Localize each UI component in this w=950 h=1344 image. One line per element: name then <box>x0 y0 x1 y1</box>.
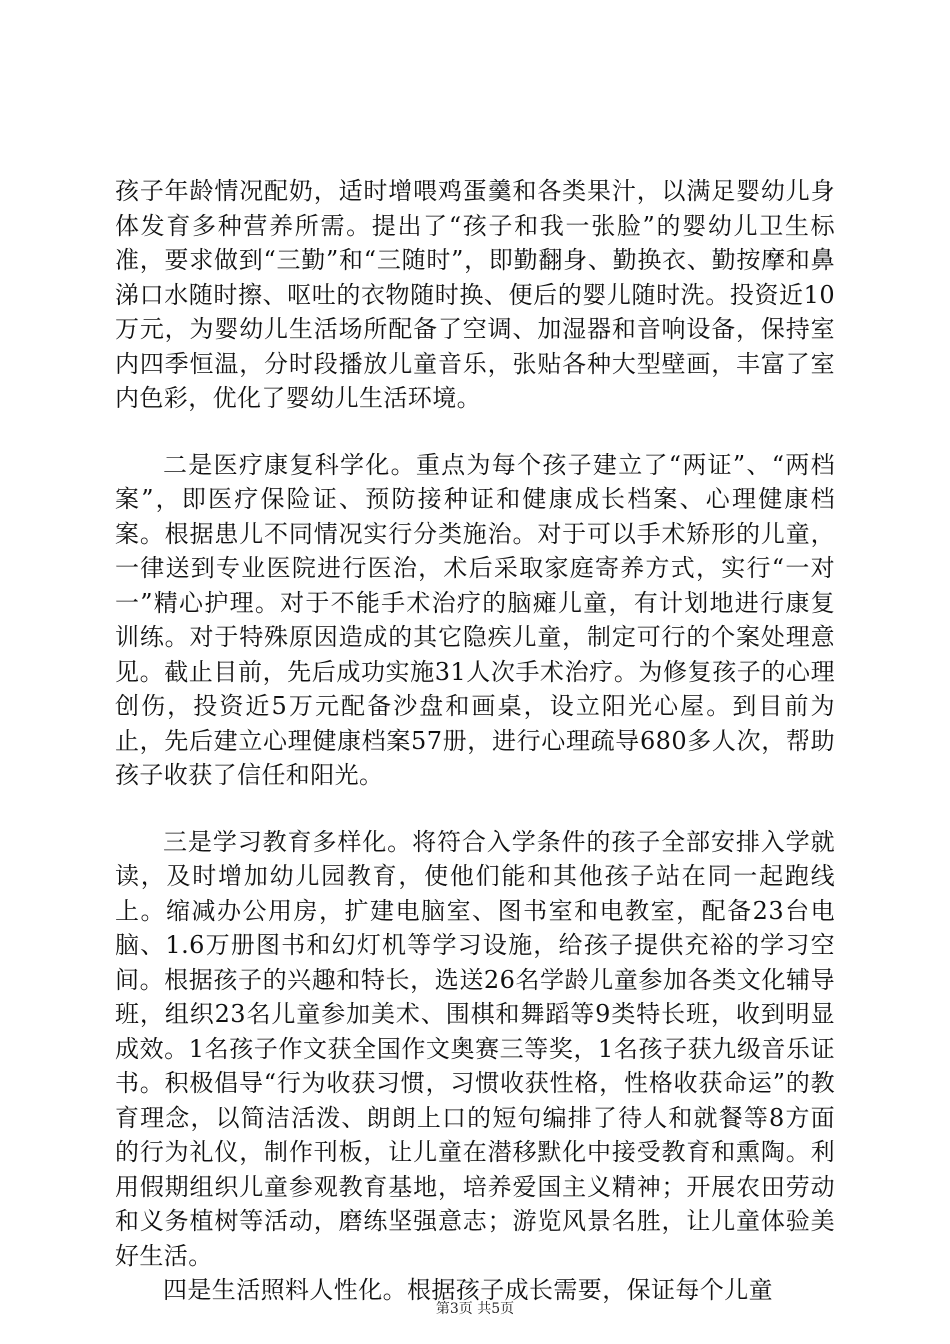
document-body <box>115 174 835 1308</box>
paragraph-medical-rehab: 二是医疗康复科学化。重点为每个孩子建立了“两证”、“两档案”，即医疗保险证、预防接种证和健康成长档案、心理健康档案。根据患儿不同情况实行分类施治。对于可以手术矫形的儿童，一律送到专业医院进行医治，术后采取家庭寄养方式，实行“一对一”精心护理。对于不能手术治疗的脑瘫儿童，有计划地进行康复训练。对于特殊原因造成的其它隐疾儿童，制定可行的个案处理意见。截止目前，先后成功实施31人次手术治疗。为修复孩子的心理创伤，投资近5万元配备沙盘和画桌，设立阳光心屋。到目前为止，先后建立心理健康档案57册，进行心理疏导680多人次，帮助孩子收获了信任和阳光。 <box>115 450 835 789</box>
page-footer: 第3页 共5页 <box>435 1301 515 1317</box>
paragraph-life-care: 四是生活照料人性化。根据孩子成长需要，保证每个儿童 <box>163 1276 773 1304</box>
paragraph-education: 三是学习教育多样化。将符合入学条件的孩子全部安排入学就读，及时增加幼儿园教育，使他们能和其他孩子站在同一起跑线上。缩减办公用房，扩建电脑室、图书室和电教室，配备23台电脑、1.6万册图书和幻灯机等学习设施，给孩子提供充裕的学习空间。根据孩子的兴趣和特长，选送26名学龄儿童参加各类文化辅导班，组织23名儿童参加美术、围棋和舞蹈等9类特长班，收到明显成效。1名孩子作文获全国作文奥赛三等奖，1名孩子获九级音乐证书。积极倡导“行为收获习惯，习惯收获性格，性格收获命运”的教育理念，以简洁活泼、朗朗上口的短句编排了待人和就餐等8方面的行为礼仪，制作刊板，让儿童在潜移默化中接受教育和熏陶。利用假期组织儿童参观教育基地，培养爱国主义精神；开展农田劳动和义务植树等活动，磨练坚强意志；游览风景名胜，让儿童体验美好生活。 <box>115 827 835 1270</box>
paragraph-continued: 孩子年龄情况配奶，适时增喂鸡蛋羹和各类果汁，以满足婴幼儿身体发育多种营养所需。提出了“孩子和我一张脸”的婴幼儿卫生标准，要求做到“三勤”和“三随时”，即勤翻身、勤换衣、勤按摩和鼻涕口水随时擦、呕吐的衣物随时换、便后的婴儿随时洗。投资近10万元，为婴幼儿生活场所配备了空调、加湿器和音响设备，保持室内四季恒温，分时段播放儿童音乐，张贴各种大型壁画，丰富了室内色彩，优化了婴幼儿生活环境。 <box>115 177 835 412</box>
